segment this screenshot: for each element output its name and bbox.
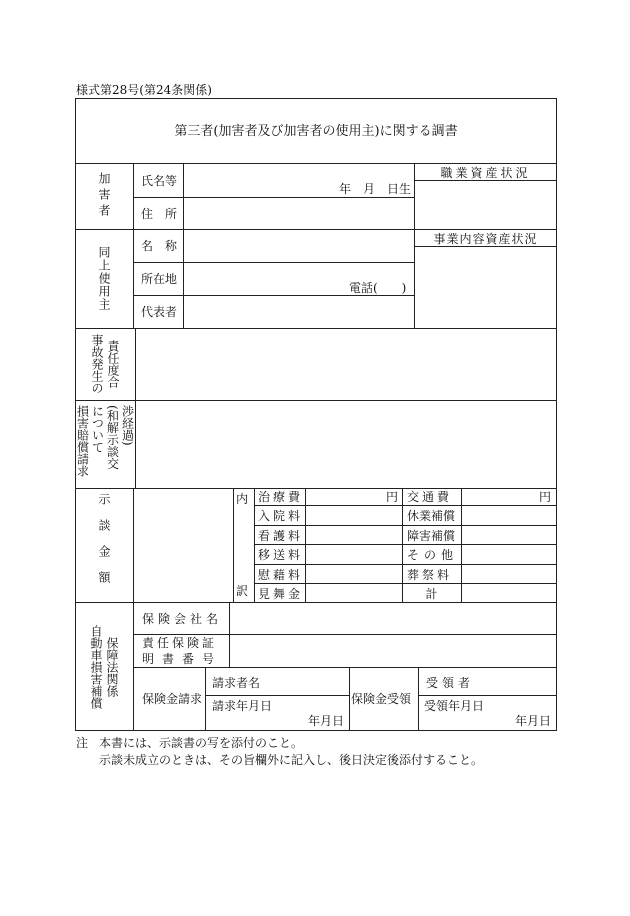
claimant-field[interactable]	[206, 668, 348, 694]
item-hospitalization: 入院料	[258, 509, 304, 523]
yen-right: 円	[539, 490, 552, 504]
item-sympathy: 見舞金	[258, 587, 304, 601]
claim-date-value[interactable]: 年月日	[308, 714, 345, 728]
address-label: 住 所	[141, 207, 178, 221]
insurance-section-label: 保障法関係 自動車損害補償	[89, 624, 119, 709]
insurance-company-field[interactable]	[230, 603, 556, 633]
right-amounts-field[interactable]	[462, 506, 556, 601]
certificate-label-1: 責任保険証	[142, 636, 218, 650]
birthdate-label: 年 月 日生	[339, 182, 412, 196]
item-lost-wages: 休業補償	[407, 509, 456, 523]
recipient-field[interactable]	[419, 668, 556, 694]
item-other: その他	[407, 548, 459, 562]
employer-name-label: 名 称	[141, 239, 178, 253]
business-header: 事業内容資産状況	[433, 232, 538, 246]
item-treatment: 治療費	[258, 490, 304, 504]
fault-ratio-field[interactable]	[136, 329, 556, 399]
recipient-label: 受領者	[426, 676, 475, 690]
item-funeral: 葬祭料	[407, 568, 453, 582]
phone-label: 電話( )	[349, 281, 407, 295]
occupation-header: 職業資産状況	[440, 166, 531, 180]
negotiation-field[interactable]	[136, 401, 556, 487]
employer-name-field[interactable]	[184, 230, 413, 261]
yen-left: 円	[386, 490, 399, 504]
representative-label: 代表者	[141, 305, 178, 319]
negotiation-label: 渉経過) (和解示談交 について 損害賠償請求	[75, 405, 135, 477]
item-total: 計	[425, 587, 438, 601]
left-amounts-field[interactable]	[306, 506, 401, 601]
form-title: 第三者(加害者及び加害者の使用主)に関する調書	[174, 124, 458, 139]
receipt-label: 保険金受領	[351, 692, 412, 706]
assailant-section-label: 加害者	[97, 172, 111, 220]
occupation-field[interactable]	[415, 181, 556, 228]
fault-ratio-label: 責任度合 事故発生の	[90, 334, 120, 394]
item-transport: 移送料	[258, 548, 304, 562]
item-disability: 障害補償	[407, 529, 456, 543]
claimant-label: 請求者名	[212, 676, 261, 690]
receipt-date-label: 受領年月日	[424, 699, 485, 713]
representative-field[interactable]	[184, 296, 413, 327]
note-2: 示談未成立のときは、その旨欄外に記入し、後日決定後添付すること。	[99, 753, 484, 767]
insurance-company-label: 保険会社名	[142, 612, 223, 626]
business-field[interactable]	[415, 247, 556, 327]
settlement-amount-field[interactable]	[134, 489, 232, 601]
certificate-number-field[interactable]	[230, 635, 556, 666]
receipt-date-value[interactable]: 年月日	[515, 714, 552, 728]
employer-section-label: 同上使用主	[97, 246, 111, 311]
form-number: 様式第28号(第24条関係)	[76, 83, 212, 97]
name-label: 氏名等	[141, 174, 178, 188]
claim-label: 保険金請求	[142, 692, 203, 706]
item-nursing: 看護料	[258, 529, 304, 543]
location-label: 所在地	[141, 272, 178, 286]
item-travel: 交通費	[407, 490, 453, 504]
item-consolation: 慰藉料	[258, 568, 304, 582]
certificate-label-2: 明書番号	[142, 652, 223, 666]
settlement-label: 示談金額	[97, 493, 111, 597]
breakdown-top-label: 内	[236, 492, 249, 506]
breakdown-bottom-label: 訳	[236, 584, 249, 598]
note-1: 本書には、示談書の写を添付のこと。	[99, 736, 304, 750]
claim-date-label: 請求年月日	[212, 699, 273, 713]
note-prefix: 注	[76, 736, 89, 750]
address-field[interactable]	[184, 198, 413, 228]
